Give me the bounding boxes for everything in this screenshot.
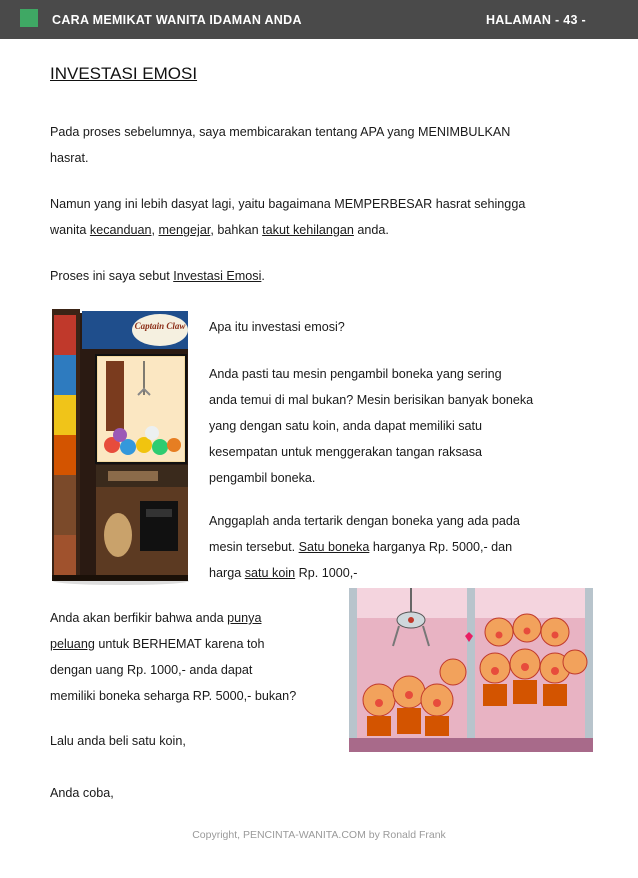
text-span: .	[261, 269, 265, 283]
paragraph-left-3: Anda coba,	[50, 786, 114, 800]
text-span: wanita	[50, 223, 90, 237]
paragraph-left-2: Lalu anda beli satu koin,	[50, 734, 186, 748]
right-1-line-3: yang dengan satu koin, anda dapat memiliki satu	[209, 419, 483, 433]
text-span: Anda akan berfikir bahwa anda	[50, 611, 228, 625]
text-span: Rp. 1000,-	[295, 566, 358, 580]
machine-sign-text: Captain Claw	[134, 321, 186, 331]
header-page-number: HALAMAN - 43 -	[485, 13, 586, 27]
page-header	[0, 0, 638, 39]
header-green-square-icon	[20, 9, 38, 27]
left-line-2	[50, 631, 296, 657]
left-line-1	[50, 605, 296, 631]
section-heading: INVESTASI EMOSI	[50, 64, 198, 83]
text-span: untuk BERHEMAT karena toh	[94, 637, 265, 651]
underline-investasi-emosi: Investasi Emosi	[173, 269, 262, 283]
paragraph-1-line-2: hasrat.	[50, 151, 89, 165]
underline-satu-koin: satu koin	[244, 566, 296, 580]
paragraph-2-line-1: Namun yang ini lebih dasyat lagi, yaitu bagaimana MEMPERBESAR hasrat sehingga	[50, 197, 526, 211]
right-2-line-2	[209, 534, 520, 560]
text-span: harganya Rp. 5000,- dan	[369, 540, 513, 554]
right-1-line-2: anda temui di mal bukan? Mesin berisikan banyak boneka	[209, 393, 534, 407]
text-span: harga	[209, 566, 245, 580]
underline-takut-kehilangan: takut kehilangan	[262, 223, 354, 237]
text-span: Proses ini saya sebut	[50, 269, 174, 283]
right-1-line-5: pengambil boneka.	[209, 471, 316, 485]
right-2-line-1: Anggaplah anda tertarik dengan boneka yang ada pada	[209, 514, 520, 528]
text-span: ,	[151, 223, 159, 237]
right-2-line-3	[209, 560, 520, 586]
paragraph-3	[50, 263, 265, 289]
right-1-line-1: Anda pasti tau mesin pengambil boneka yang sering	[209, 367, 502, 381]
underline-peluang: peluang	[50, 637, 95, 651]
question-line: Apa itu investasi emosi?	[209, 320, 345, 334]
paragraph-2-line-2	[50, 217, 525, 243]
right-1-line-4: kesempatan untuk menggerakan tangan raksasa	[209, 445, 483, 459]
header-title: CARA MEMIKAT WANITA IDAMAN ANDA	[52, 13, 302, 27]
left-line-4: memiliki boneka seharga RP. 5000,- bukan?	[50, 689, 297, 703]
page-footer: Copyright, PENCINTA-WANITA.COM by Ronald Frank	[192, 829, 446, 841]
text-span: anda.	[353, 223, 389, 237]
text-span: mesin tersebut.	[209, 540, 299, 554]
claw-machine-dolls-photo	[349, 588, 593, 752]
underline-punya: punya	[227, 611, 262, 625]
text-span: , bahkan	[210, 223, 263, 237]
underline-mengejar: mengejar	[158, 223, 211, 237]
left-line-3: dengan uang Rp. 1000,- anda dapat	[50, 663, 253, 677]
paragraph-1	[50, 119, 510, 171]
claw-machine-image	[48, 305, 194, 585]
paragraph-right-2	[209, 508, 520, 586]
paragraph-2	[50, 191, 525, 243]
underline-kecanduan: kecanduan	[89, 223, 152, 237]
paragraph-right-1	[209, 361, 533, 491]
paragraph-left-1	[50, 605, 296, 709]
paragraph-1-line-1: Pada proses sebelumnya, saya membicarakan tentang APA yang MENIMBULKAN	[50, 125, 511, 139]
underline-satu-boneka: Satu boneka	[298, 540, 370, 554]
